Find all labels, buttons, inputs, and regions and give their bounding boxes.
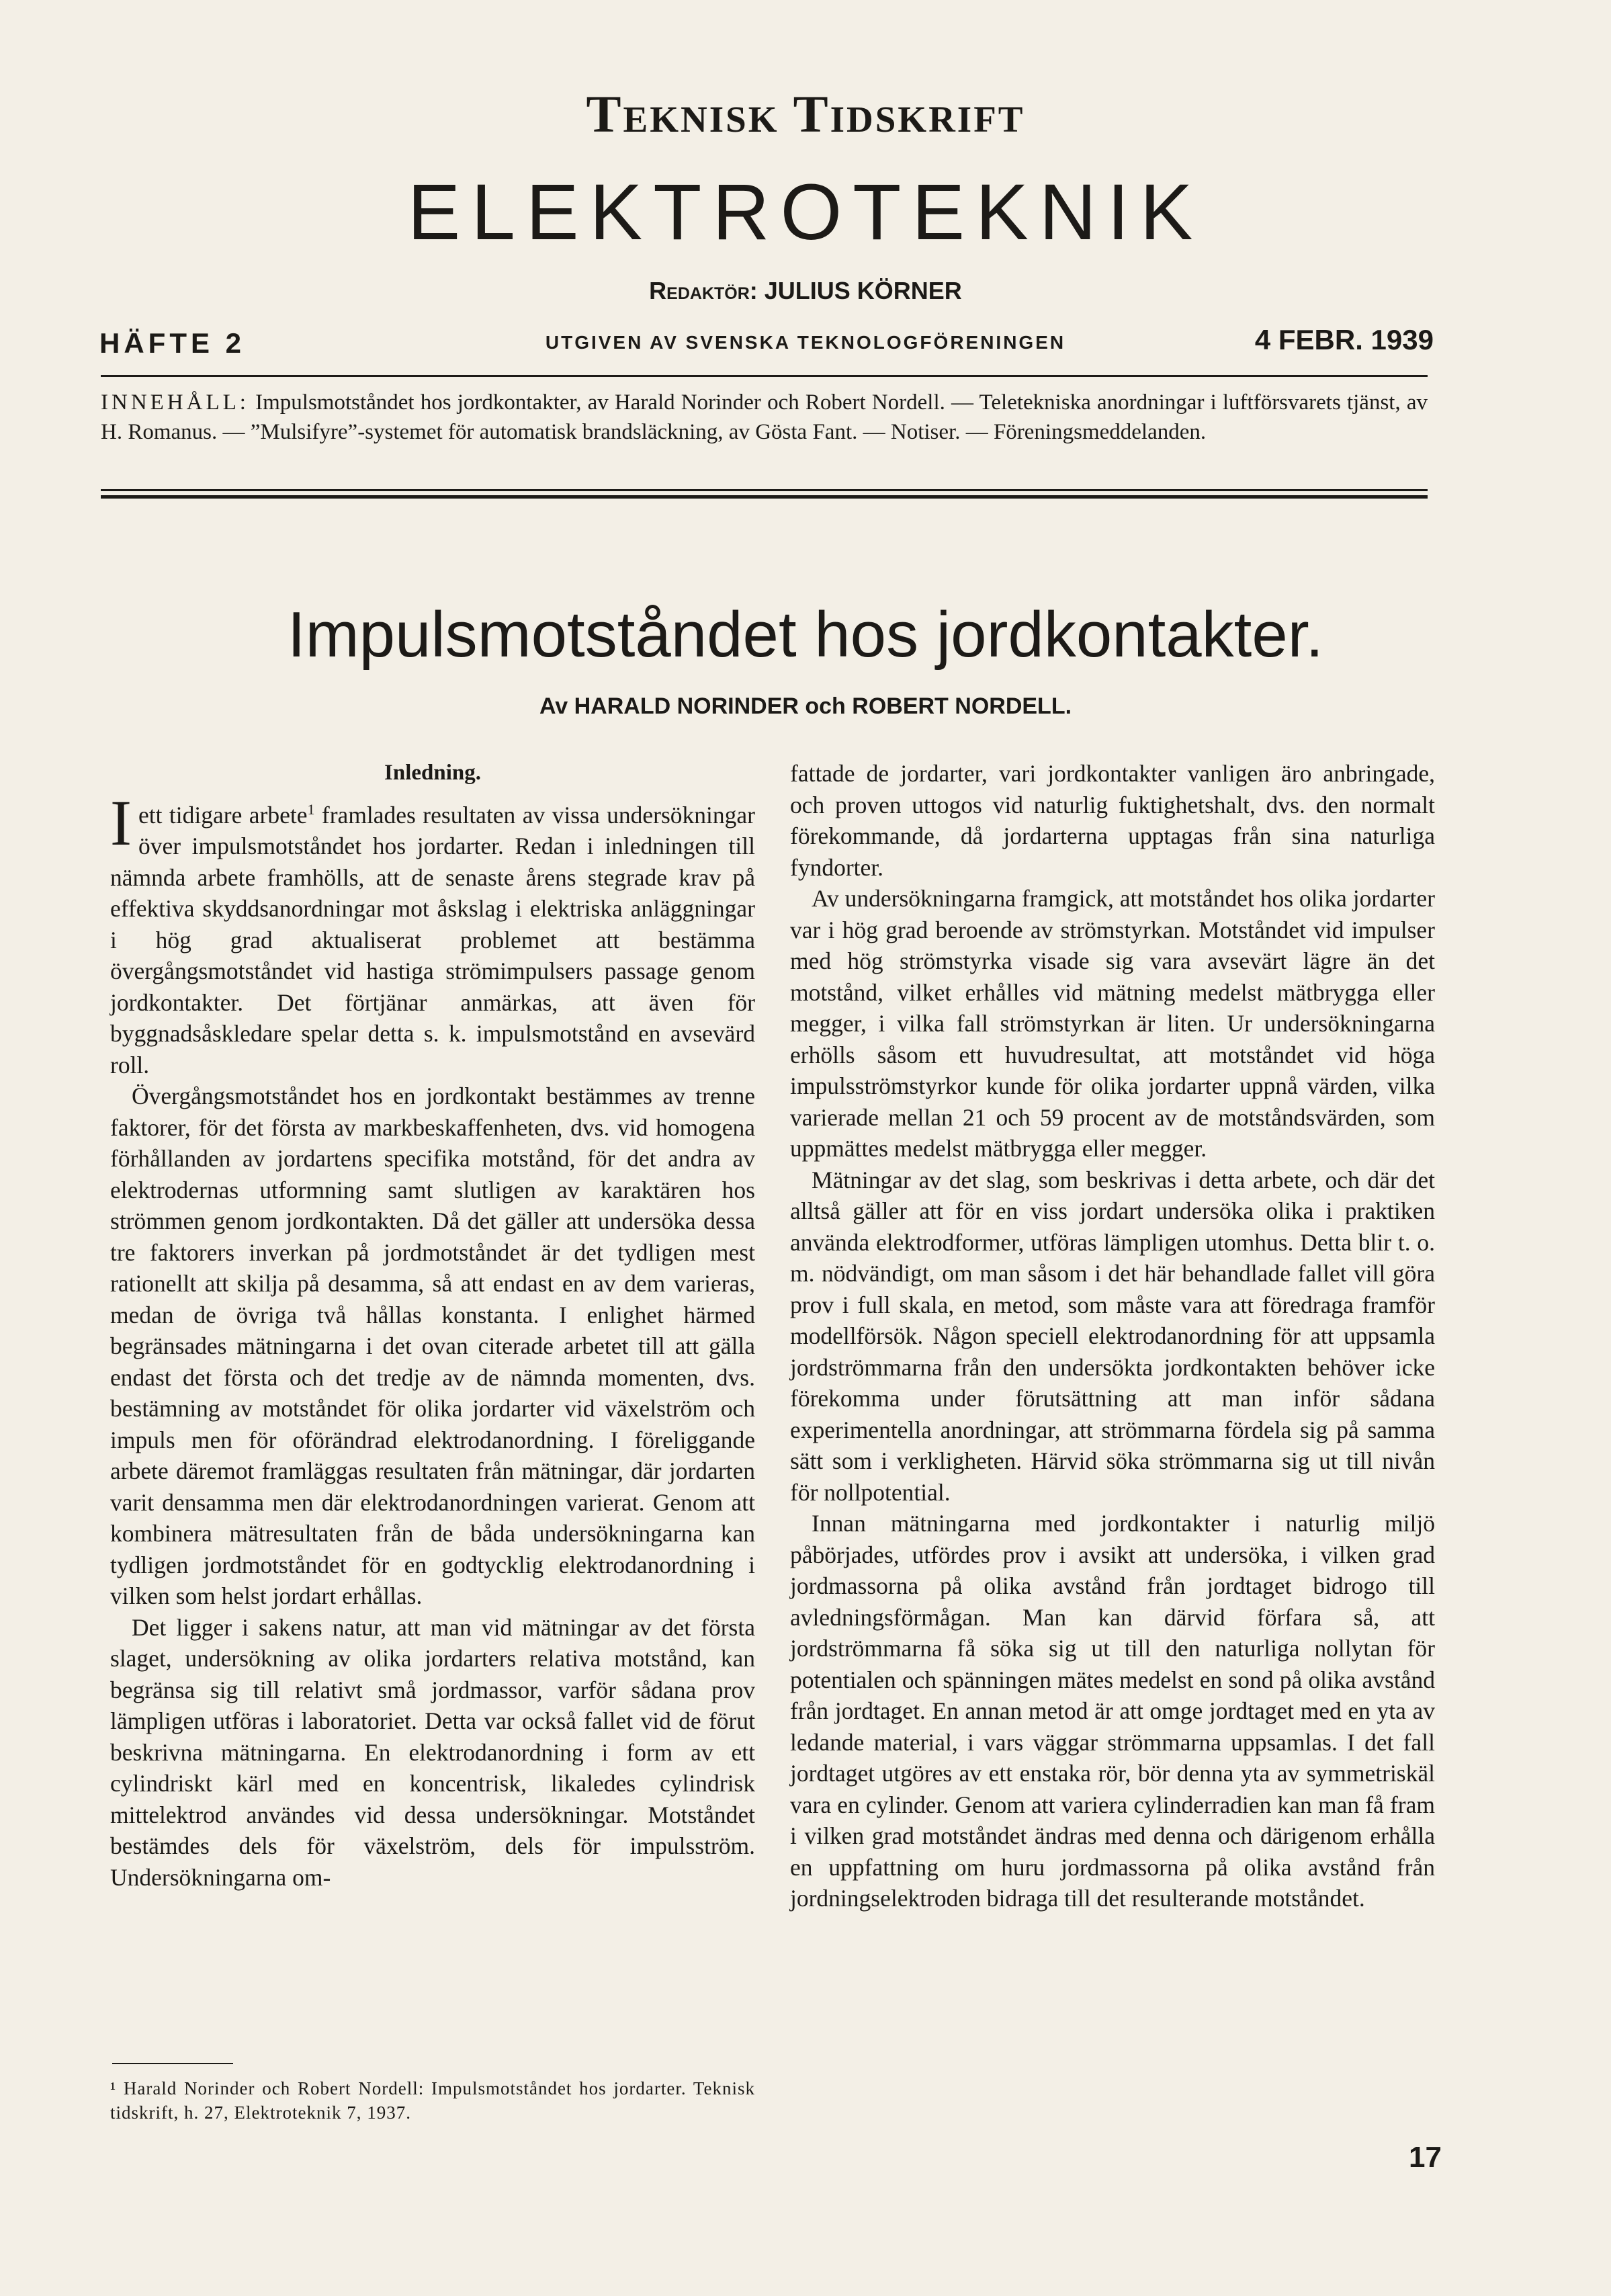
footnote: ¹ Harald Norinder och Robert Nordell: Impulsmotståndet hos jordarter. Teknisk tidskrift, h. 27, Elektroteknik 7, 1937.	[110, 2078, 755, 2123]
paragraph: Innan mätningarna med jordkontakter i naturlig miljö påbörjades, utfördes prov i avsikt att undersöka, i vilken grad jordmassorna på olika avstånd från jordtaget bidrogo till avledningsförmågan. Man kan därvid förfara så, att jordströmmarna få söka sig ut till den naturliga nollytan för potentialen och spänningen mätes medelst en sond på olika avstånd från jordtaget. En annan metod är att omge jordtaget med en yta av ledande material, i vars väggar strömmarna uppsamlas. I det fall jordtaget utgöres av ett enstaka rör, bör denna yta av symmetriskäl vara en cylinder. Genom att variera cylinderradien kan man få fram i vilken grad motståndet ändras med denna och därigenom erhålla en uppfattning om huru jordmassorna på olika avstånd från jordningselektroden bidraga till det resulterande motståndet.	[790, 1510, 1435, 1912]
journal-title: Teknisk Tidskrift	[586, 85, 1025, 143]
editor-line: Redaktör: JULIUS KÖRNER	[649, 277, 962, 304]
section-title: ELEKTROTEKNIK	[407, 168, 1204, 257]
left-column	[110, 758, 755, 1893]
footnote-rule	[112, 2063, 233, 2064]
intro-first: ett tidigare arbete	[138, 801, 308, 828]
contents-rule-thick	[101, 495, 1428, 499]
paragraph: fattade de jordarter, vari jordkontakter vanligen äro anbringade, och proven uttogos vid naturlig fuktighetshalt, dvs. den normalt förekommande, då jordarterna upptagas från sina naturliga fyndorter.	[790, 760, 1435, 881]
contents-label: INNEHÅLL:	[101, 390, 249, 415]
issue-number: HÄFTE 2	[99, 327, 246, 359]
dropcap: I	[110, 787, 132, 859]
intro-paragraph	[110, 787, 755, 1080]
intro-rest: framlades resultaten av vissa undersökningar över impulsmotståndet hos jordarter. Redan i inledningen till nämnda arbete framhölls, att de senaste årens stegrade krav på effektiva skyddsanordningar mot åskslag i elektriska anläggningar i hög grad aktualiserat problemet att bestämma övergångsmotståndet vid hastiga strömimpulsers passage genom jordkontakter. Det förtjänar anmärkas, att även för byggnadsåskledare spelar detta s. k. impulsmotstånd en avsevärd roll.	[110, 801, 755, 1078]
article-byline: Av HARALD NORINDER och ROBERT NORDELL.	[539, 693, 1072, 719]
publisher-line: UTGIVEN AV SVENSKA TEKNOLOGFÖRENINGEN	[545, 332, 1066, 353]
contents-text: Impulsmotståndet hos jordkontakter, av Harald Norinder och Robert Nordell. — Teletekniska anordningar i luftförsvarets tjänst, av H. Romanus. — ”Mulsifyre”-systemet för automatisk brandsläckning, av Gösta Fant. — Notiser. — Föreningsmeddelanden.	[101, 390, 1428, 444]
table-of-contents	[101, 388, 1428, 447]
right-column	[790, 758, 1435, 1914]
paragraph: Mätningar av det slag, som beskrivas i detta arbete, och där det alltså gäller att för en viss jordart undersöka olika i praktiken använda elektrodformer, utföras lämpligen utomhus. Detta blir t. o. m. nödvändigt, om man såsom i det här behandlade fallet vill göra prov i full skala, en metod, som måste vara att föredraga framför modellförsök. Någon speciell elektrodanordning för att uppsamla jordströmmarna från den undersökta jordkontakten behöver icke förekomma under förutsättning att man inför sådana experimentella anordningar, att strömmarna fördela sig på samma sätt som i verkligheten. Härvid söka strömmarna sig ut till nivån för nollpotential.	[790, 1166, 1435, 1506]
section-heading: Inledning.	[384, 761, 481, 785]
paragraph: Av undersökningarna framgick, att motståndet hos olika jordarter var i hög grad beroende av strömstyrkan. Motståndet vid impulser med hög strömstyrka visade sig vara avsevärt lägre än det motstånd, vilket erhålles vid mätning medelst mätbrygga eller megger, i vilka fall strömstyrkan är liten. Ur undersökningarna erhölls såsom ett huvudresultat, att motståndet vid höga impulsströmstyrkor kunde för olika jordarter uppnå värden, vilka varierade mellan 21 och 59 procent av de motståndsvärden, som uppmättes medelst mätbrygga eller megger.	[790, 885, 1435, 1162]
page-number: 17	[1409, 2141, 1442, 2174]
paragraph: Det ligger i sakens natur, att man vid mätningar av det första slaget, undersökning av olika jordarters relativa motstånd, kan begränsa sig till relativt små jordmassor, varför sådana prov lämpligen utföras i laboratoriet. Detta var också fallet vid de förut beskrivna mätningarna. En elektrodanordning i form av ett cylindriskt kärl med en koncentrisk, likaledes cylindrisk mittelektrod användes vid dessa undersökningar. Motståndet bestämdes dels för växelström, dels för impulsström. Undersökningarna om-	[110, 1613, 755, 1891]
paragraph: Övergångsmotståndet hos en jordkontakt bestämmes av trenne faktorer, för det första av markbeskaffenheten, dvs. vid homogena förhållanden av jordartens specifika motstånd, för det andra av elektrodernas utformning samt slutligen av karaktären hos strömmen genom jordkontakten. Då det gäller att undersöka dessa tre faktorers inverkan på jordmotståndet är det tydligen mest rationellt att skilja på desamma, så att endast en av dem varieras, medan de övriga två hållas konstanta. I enlighet härmed begränsades mätningarna i det ovan citerade arbetet till att gälla endast det första och det tredje av de nämnda momenten, dvs. bestämning av motståndet för olika jordarter vid växelström och impuls men för oförändrad elektrodanordning. I föreliggande arbete däremot framläggas resultaten från mätningar, där jordarten varit densamma men där elektrodanordningen varierat. Genom att kombinera mätresultaten från de båda undersökningarna kan tydligen jordmotståndet för en godtycklig elektrodanordning i vilken som helst jordart erhållas.	[110, 1082, 755, 1610]
header-rule	[101, 375, 1428, 377]
issue-date: 4 FEBR. 1939	[1254, 324, 1434, 355]
footnote-ref: 1	[307, 801, 315, 818]
contents-rule-thin	[101, 489, 1428, 491]
article-title: Impulsmotståndet hos jordkontakter.	[287, 599, 1324, 671]
